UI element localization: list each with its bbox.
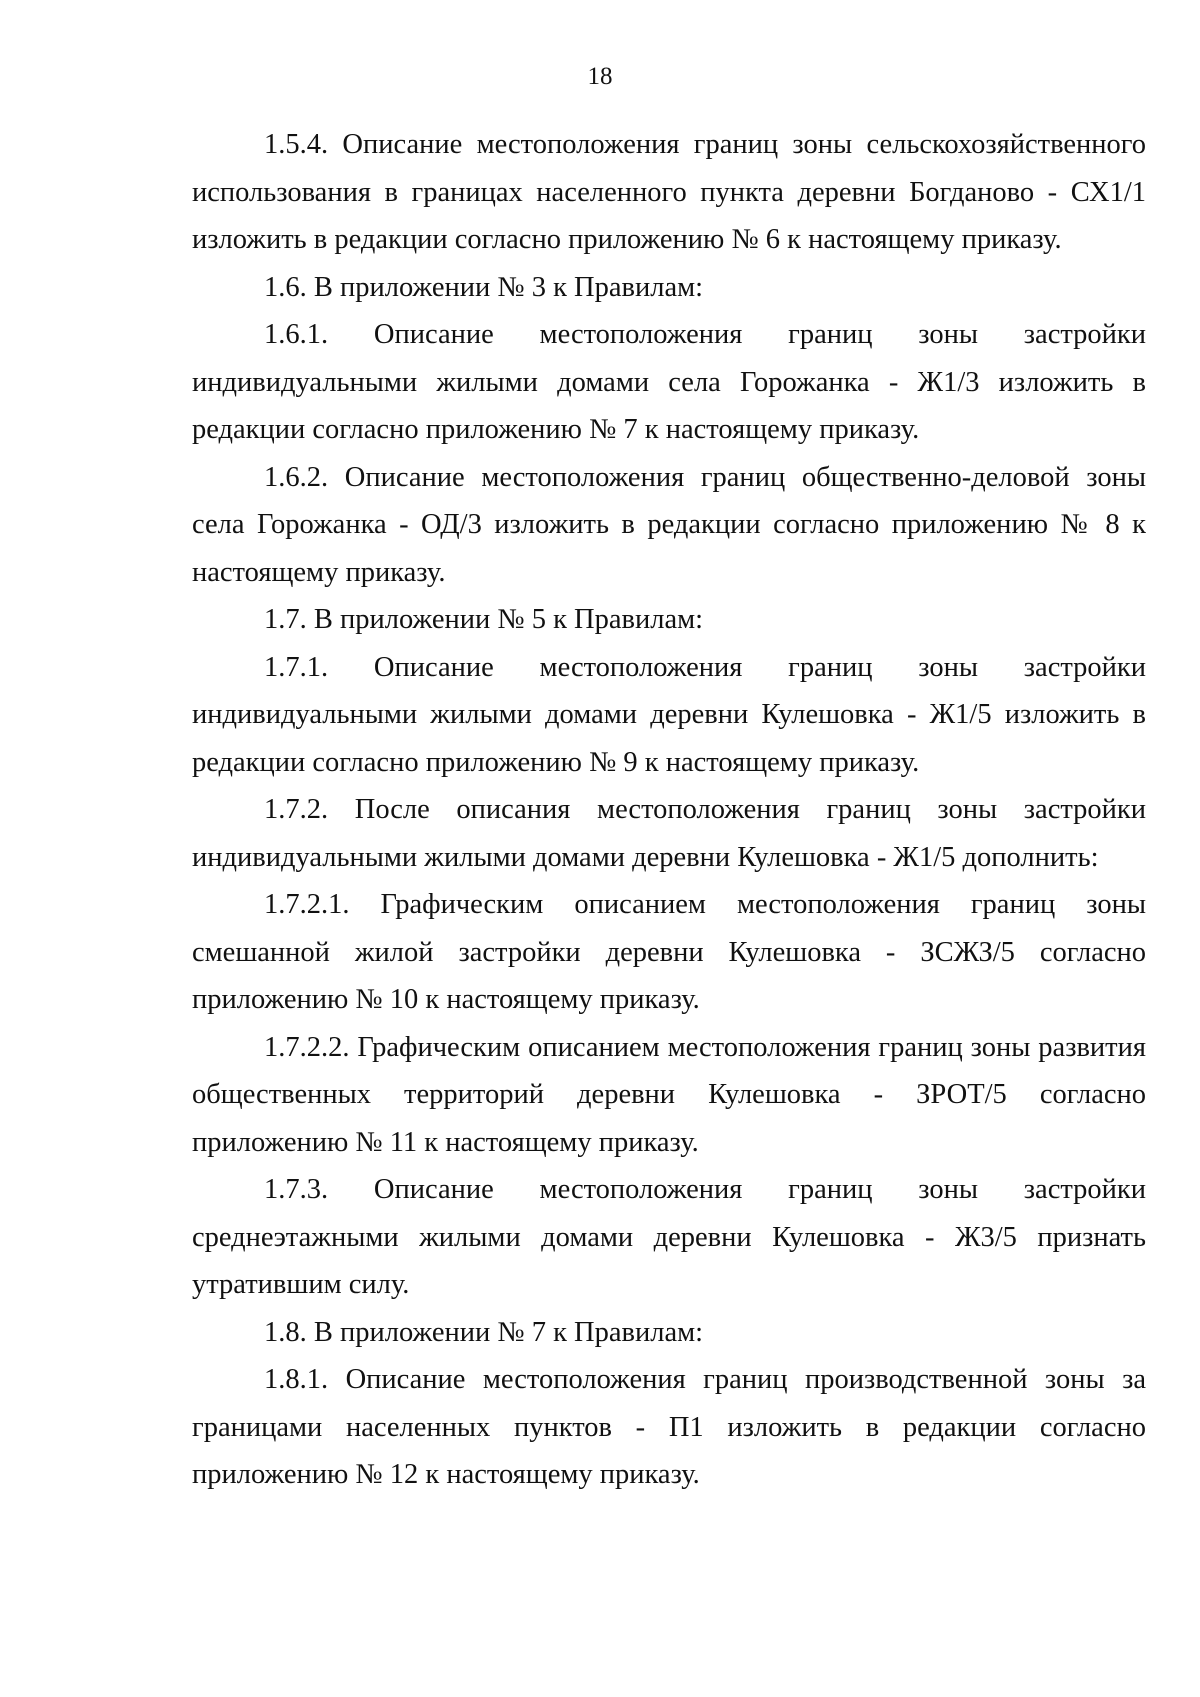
paragraph-1-7-2: 1.7.2. После описания местоположения границ зоны застройки индивидуальными жилыми домами деревни Кулешовка - Ж1/5 дополнить: xyxy=(192,794,1146,873)
paragraph-1-7-2-2: 1.7.2.2. Графическим описанием местоположения границ зоны развития общественных территорий деревни Кулешовка - ЗРОТ/5 согласно приложению № 11 к настоящему приказу. xyxy=(192,1031,1146,1158)
paragraph-1-6-2: 1.6.2. Описание местоположения границ общественно-деловой зоны села Горожанка - ОД/3 изложить в редакции согласно приложению № 8 к настоящему приказу. xyxy=(192,461,1146,588)
paragraph-1-5-4: 1.5.4. Описание местоположения границ зоны сельскохозяйственного использования в границах населенного пункта деревни Богданово - СХ1/1 изложить в редакции согласно приложению № 6 к настоящему приказу. xyxy=(192,129,1146,255)
paragraph-1-7: 1.7. В приложении № 5 к Правилам: xyxy=(264,604,704,635)
paragraph-1-6: 1.6. В приложении № 3 к Правилам: xyxy=(264,271,704,303)
document-body xyxy=(192,121,1146,1499)
paragraph-1-8-1: 1.8.1. Описание местоположения границ производственной зоны за границами населенных пунктов - П1 изложить в редакции согласно приложению № 12 к настоящему приказу. xyxy=(192,1364,1146,1490)
paragraph-1-8: 1.8. В приложении № 7 к Правилам: xyxy=(264,1316,704,1348)
paragraph-1-7-2-1: 1.7.2.1. Графическим описанием местоположения границ зоны смешанной жилой застройки деревни Кулешовка - ЗСЖЗ/5 согласно приложению № 10 к настоящему приказу. xyxy=(192,889,1146,1015)
paragraph-1-7-1: 1.7.1. Описание местоположения границ зоны застройки индивидуальными жилыми домами деревни Кулешовка - Ж1/5 изложить в редакции согласно приложению № 9 к настоящему приказу. xyxy=(192,651,1146,778)
page-number: 18 xyxy=(587,63,613,90)
paragraph-1-7-3: 1.7.3. Описание местоположения границ зоны застройки среднеэтажными жилыми домами деревни Кулешовка - Ж3/5 признать утратившим силу. xyxy=(192,1174,1146,1300)
paragraph-1-6-1: 1.6.1. Описание местоположения границ зоны застройки индивидуальными жилыми домами села Горожанка - Ж1/3 изложить в редакции согласно приложению № 7 к настоящему приказу. xyxy=(192,319,1146,445)
